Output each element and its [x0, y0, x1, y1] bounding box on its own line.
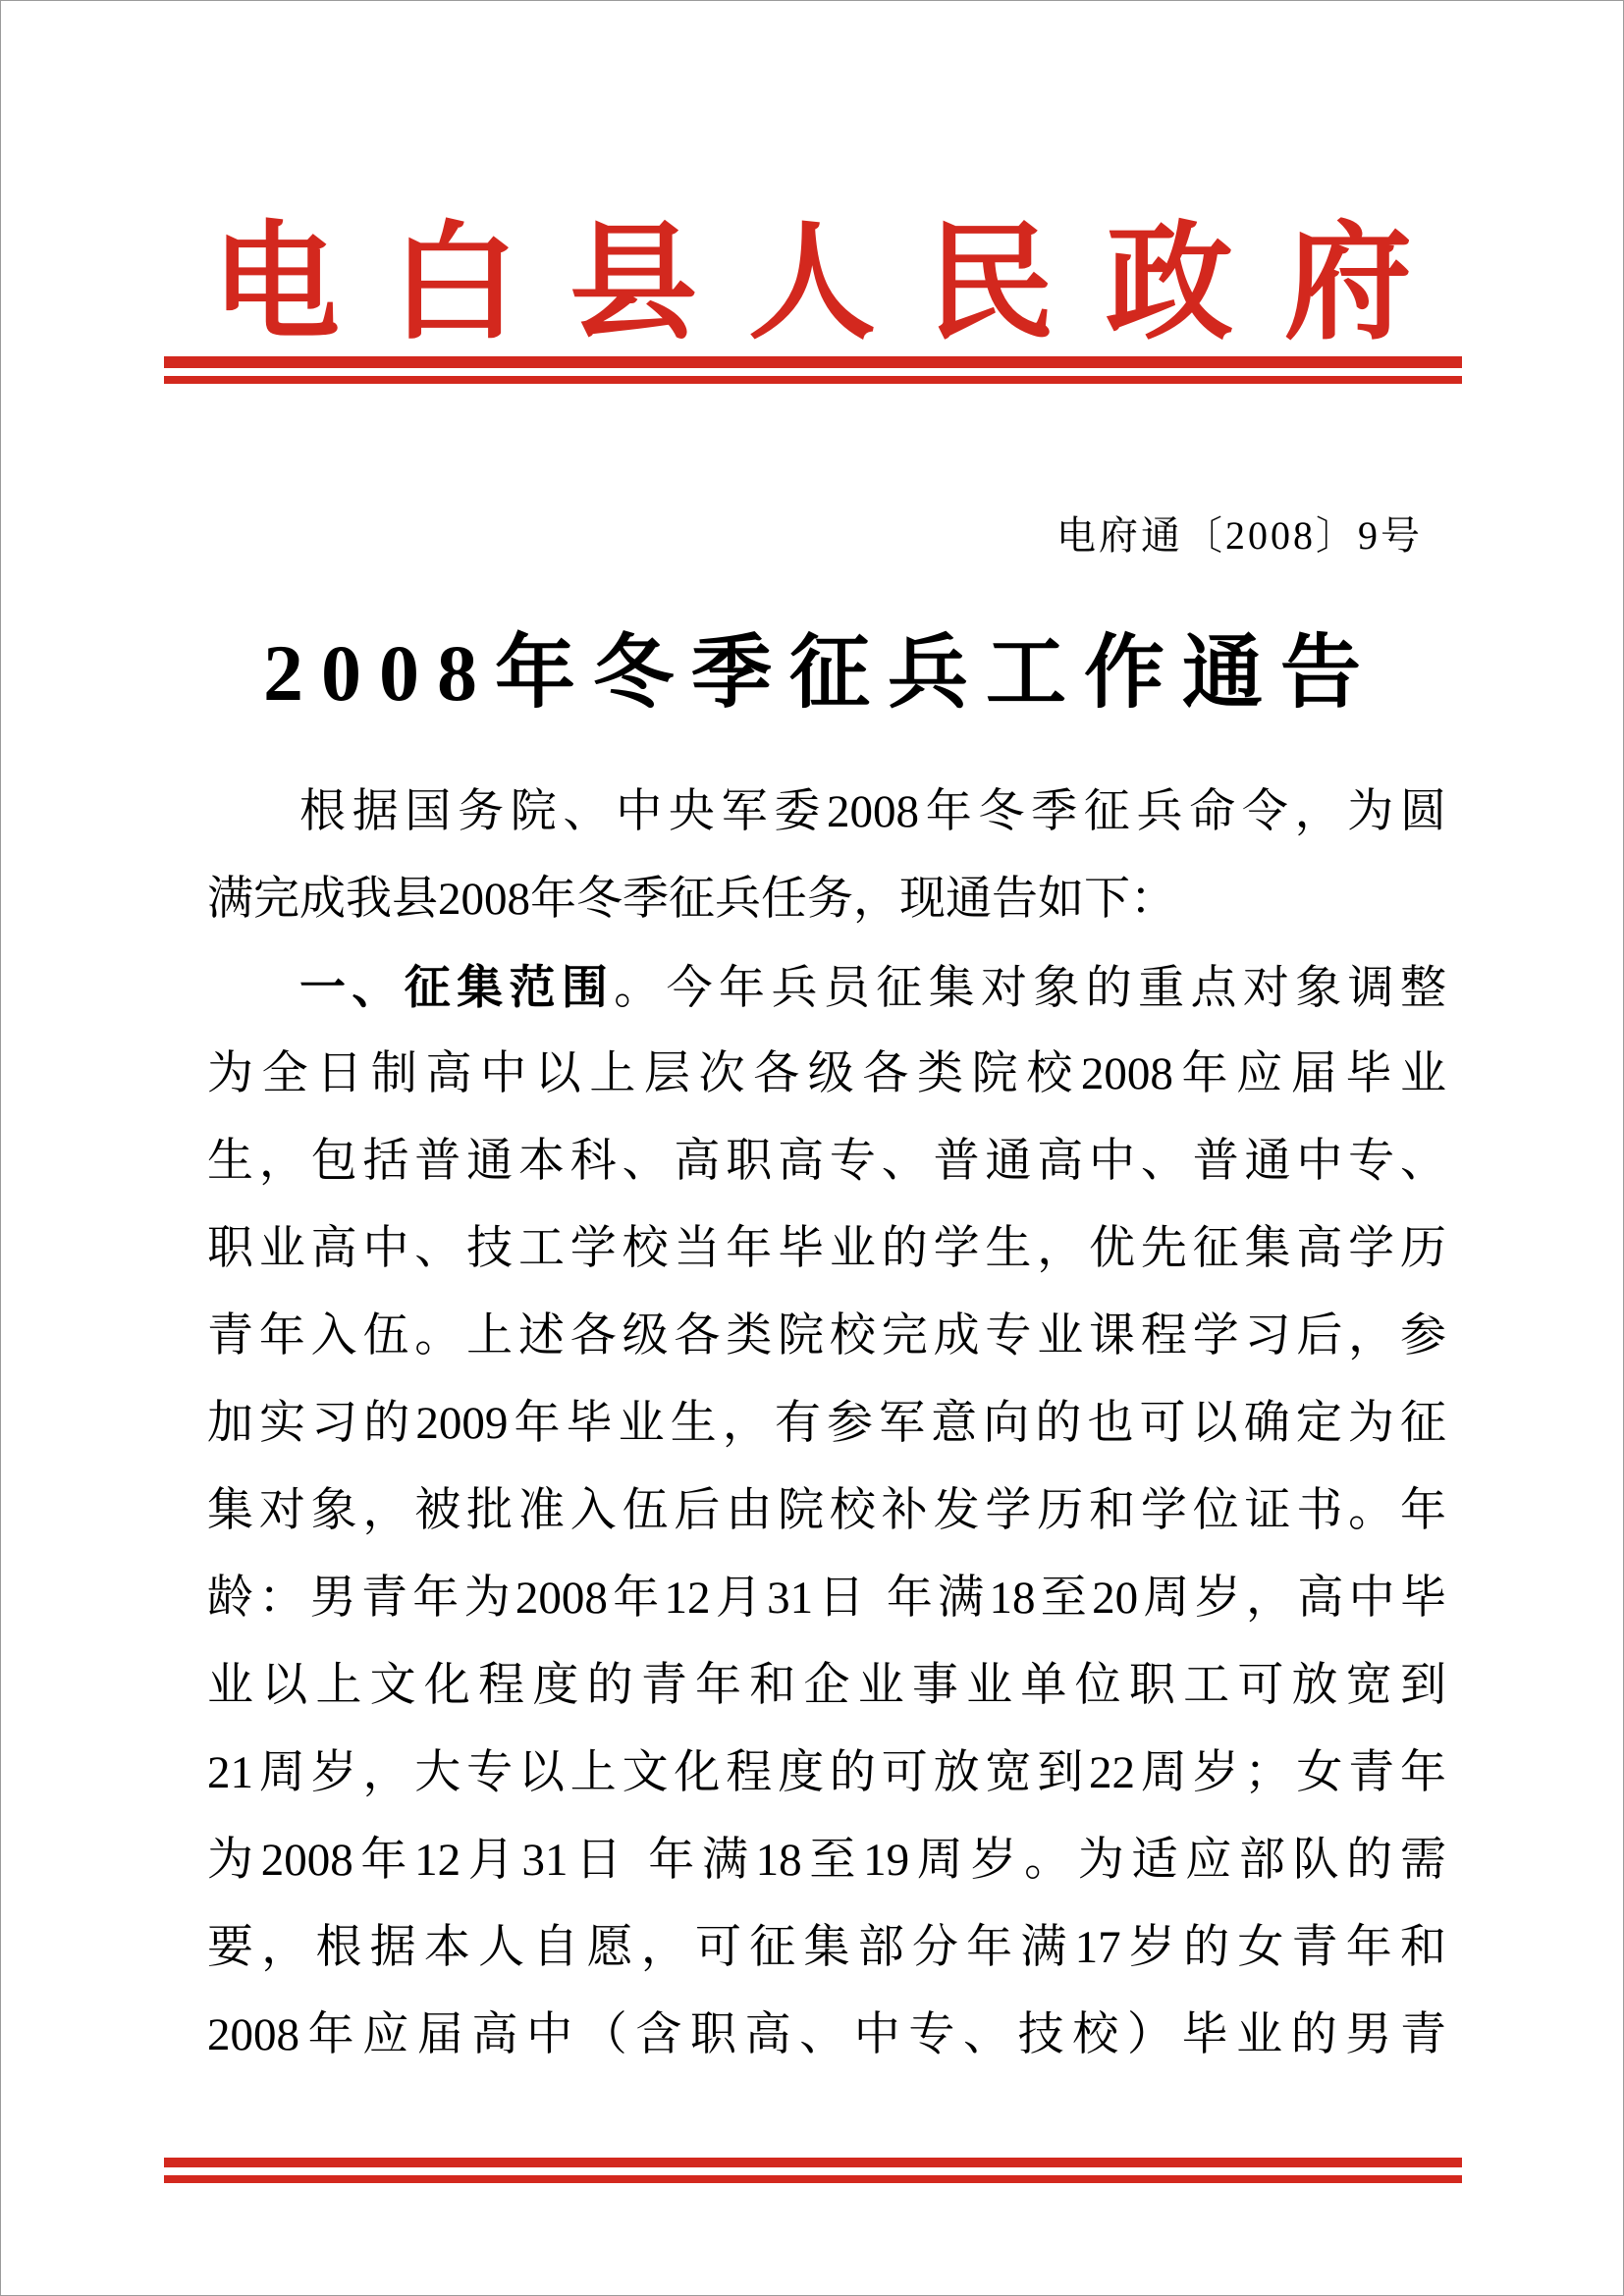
body-line [207, 1380, 1446, 1468]
document-number: 电府通〔2008〕9号 [1056, 513, 1423, 558]
body-line [207, 1555, 1446, 1642]
document-title: 2008年冬季征兵工作通告 [262, 628, 1379, 718]
body-line-text: 要，根据本人自愿，可征集部分年满17岁的女青年和 [207, 1922, 1446, 1973]
body-line [207, 856, 1446, 943]
body-line-text: 满完成我县2008年冬季征兵任务，现通告如下： [207, 874, 1176, 925]
body-line [207, 943, 1446, 1031]
body-line [207, 1642, 1446, 1730]
body-line-text: 。今年兵员征集对象的重点对象调整 [614, 963, 1446, 1014]
body-line [207, 1205, 1446, 1293]
body-line [207, 1904, 1446, 1992]
body-line [207, 1293, 1446, 1380]
body-line-text: 为2008年12月31日 年满18至19周岁。为适应部队的需 [207, 1835, 1446, 1886]
body-line-text: 职业高中、技工学校当年毕业的学生，优先征集高学历 [207, 1223, 1446, 1274]
body-line-text: 龄：男青年为2008年12月31日 年满18至20周岁，高中毕 [207, 1573, 1446, 1624]
body-line [207, 1817, 1446, 1904]
body-line-text: 加实习的2009年毕业生，有参军意向的也可以确定为征 [207, 1398, 1446, 1449]
body-line-text: 2008年应届高中（含职高、中专、技校）毕业的男青 [207, 2009, 1446, 2060]
body-line-text: 青年入伍。上述各级各类院校完成专业课程学习后，参 [207, 1310, 1446, 1362]
body-line-text: 为全日制高中以上层次各级各类院校2008年应届毕业 [207, 1048, 1446, 1099]
document-body [207, 769, 1446, 2079]
body-line [207, 1730, 1446, 1817]
body-line [207, 1118, 1446, 1205]
body-line-text: 集对象，被批准入伍后由院校补发学历和学位证书。年 [207, 1485, 1446, 1536]
body-line-text: 根据国务院、中央军委2008年冬季征兵命令，为圆 [299, 786, 1446, 837]
body-line-text: 业以上文化程度的青年和企业事业单位职工可放宽到 [207, 1660, 1446, 1711]
section-heading: 一、征集范围 [299, 961, 615, 1013]
body-line [207, 769, 1446, 856]
letterhead-rule-thick [164, 356, 1462, 368]
footer-rule-thick [164, 2158, 1462, 2167]
letterhead-title: 电白县人民政府 [211, 214, 1463, 355]
body-line [207, 1468, 1446, 1555]
body-line [207, 1031, 1446, 1118]
body-line-text: 生，包括普通本科、高职高专、普通高中、普通中专、 [207, 1136, 1446, 1187]
body-line-text: 21周岁，大专以上文化程度的可放宽到22周岁；女青年 [207, 1747, 1446, 1798]
letterhead-rule-thin [164, 376, 1462, 384]
footer-rule-thin [164, 2175, 1462, 2183]
body-line [207, 1992, 1446, 2079]
